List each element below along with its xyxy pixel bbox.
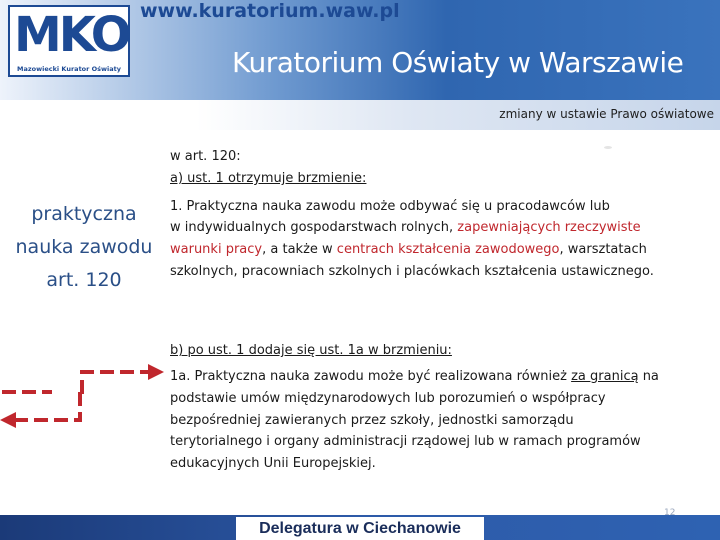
highlight-text: centrach kształcenia zawodowego <box>336 242 560 257</box>
decorative-dot <box>604 146 612 149</box>
logo-caption: Mazowiecki Kurator Oświaty <box>17 65 121 73</box>
text-span: , a także w <box>262 242 337 257</box>
site-title: Kuratorium Oświaty w Warszawie <box>232 46 684 79</box>
logo-letters: MKO <box>14 7 129 63</box>
underlined-text: za granicą <box>571 369 639 384</box>
section-b-heading: b) po ust. 1 dodaje się ust. 1a w brzmieniu: <box>170 343 452 358</box>
highlight-text: zapewniających rzeczywiste <box>457 220 641 235</box>
text-span: , warsztatach <box>559 242 647 257</box>
paragraph-1-line <box>170 239 647 260</box>
art-heading: w art. 120: <box>170 149 241 164</box>
text-span: w indywidualnych gospodarstwach rolnych, <box>170 220 458 235</box>
paragraph-2-line: terytorialnego i organy administracji rządowej lub w ramach programów <box>170 434 641 449</box>
highlight-text: warunki pracy <box>170 242 263 257</box>
paragraph-2-line <box>170 366 659 387</box>
paragraph-2-line: edukacyjnych Unii Europejskiej. <box>170 456 376 471</box>
topic-bar <box>196 100 720 130</box>
side-title-line: art. 120 <box>46 269 122 291</box>
topic-label: zmiany w ustawie Prawo oświatowe <box>499 107 714 121</box>
section-a-heading: a) ust. 1 otrzymuje brzmienie: <box>170 171 367 186</box>
paragraph-2-line: bezpośredniej zawieranych przez szkoły, jednostki samorządu <box>170 413 574 428</box>
side-title <box>4 198 164 297</box>
page-number: 12 <box>664 508 676 518</box>
double-arrow-icon <box>0 360 165 440</box>
footer-label: Delegatura w Ciechanowie <box>236 517 484 540</box>
side-title-line: praktyczna <box>31 203 137 225</box>
mko-logo <box>8 5 130 77</box>
paragraph-1-line: 1. Praktyczna nauka zawodu może odbywać się u pracodawców lub <box>170 199 610 214</box>
paragraph-1-line: szkolnych, pracowniach szkolnych i placówkach kształcenia ustawicznego. <box>170 264 654 279</box>
text-span: 1a. Praktyczna nauka zawodu może być realizowana również <box>170 369 572 384</box>
site-url[interactable]: www.kuratorium.waw.pl <box>140 0 400 22</box>
text-span: na <box>638 369 659 384</box>
paragraph-2-line: podstawie umów międzynarodowych lub porozumień o współpracy <box>170 391 606 406</box>
paragraph-1-line <box>170 217 641 238</box>
side-title-line: nauka zawodu <box>15 236 153 258</box>
